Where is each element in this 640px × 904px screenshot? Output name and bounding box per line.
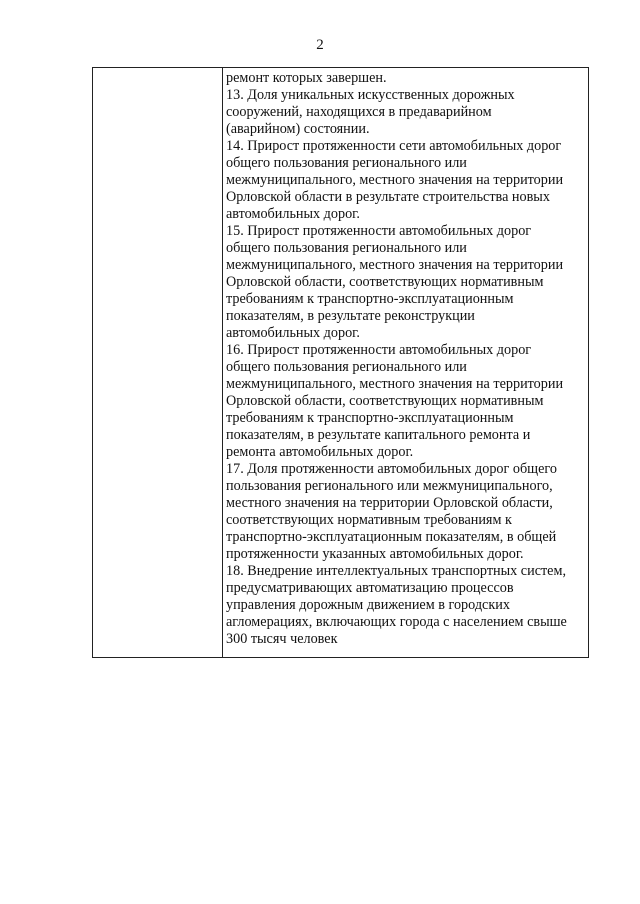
text-line: агломерациях, включающих города с населением свыше xyxy=(226,614,567,630)
text-line: сооружений, находящихся в предаварийном xyxy=(226,104,492,120)
text-line: предусматривающих автоматизацию процессов xyxy=(226,580,514,596)
text-line: соответствующих нормативным требованиям к xyxy=(226,512,512,528)
text-line: межмуниципального, местного значения на территории xyxy=(226,257,564,273)
text-line: показателям, в результате капитального ремонта и xyxy=(226,427,531,443)
table-right-cell xyxy=(226,70,588,655)
text-line: 16. Прирост протяженности автомобильных дорог xyxy=(226,342,532,358)
text-line: межмуниципального, местного значения на территории xyxy=(226,376,564,392)
text-line: протяженности указанных автомобильных дорог. xyxy=(226,546,524,562)
text-line: (аварийном) состоянии. xyxy=(226,121,370,137)
text-line: 18. Внедрение интеллектуальных транспортных систем, xyxy=(226,563,567,579)
text-line: Орловской области, соответствующих нормативным xyxy=(226,274,544,290)
text-line: Орловской области, соответствующих нормативным xyxy=(226,393,544,409)
text-line: общего пользования регионального или xyxy=(226,155,467,171)
text-line: управления дорожным движением в городских xyxy=(226,597,510,613)
text-line: Орловской области в результате строительства новых xyxy=(226,189,550,205)
text-line: местного значения на территории Орловской области, xyxy=(226,495,553,511)
text-line: 13. Доля уникальных искусственных дорожных xyxy=(226,87,515,103)
text-line: пользования регионального или межмуниципального, xyxy=(226,478,553,494)
text-line: общего пользования регионального или xyxy=(226,240,467,256)
text-line: общего пользования регионального или xyxy=(226,359,467,375)
text-line: требованиям к транспортно-эксплуатационным xyxy=(226,291,514,307)
text-line: 14. Прирост протяженности сети автомобильных дорог xyxy=(226,138,562,154)
text-line: межмуниципального, местного значения на территории xyxy=(226,172,564,188)
text-line: 300 тысяч человек xyxy=(226,631,338,647)
text-line: автомобильных дорог. xyxy=(226,325,360,341)
table-left-cell xyxy=(93,68,223,657)
text-line: автомобильных дорог. xyxy=(226,206,360,222)
text-line: ремонта автомобильных дорог. xyxy=(226,444,414,460)
text-line: 17. Доля протяженности автомобильных дорог общего xyxy=(226,461,557,477)
text-line: требованиям к транспортно-эксплуатационным xyxy=(226,410,514,426)
page-number: 2 xyxy=(316,37,324,53)
text-line: транспортно-эксплуатационным показателям, в общей xyxy=(226,529,557,545)
document-table xyxy=(92,67,589,658)
text-line: показателям, в результате реконструкции xyxy=(226,308,475,324)
text-line: 15. Прирост протяженности автомобильных дорог xyxy=(226,223,532,239)
text-line: ремонт которых завершен. xyxy=(226,70,387,86)
